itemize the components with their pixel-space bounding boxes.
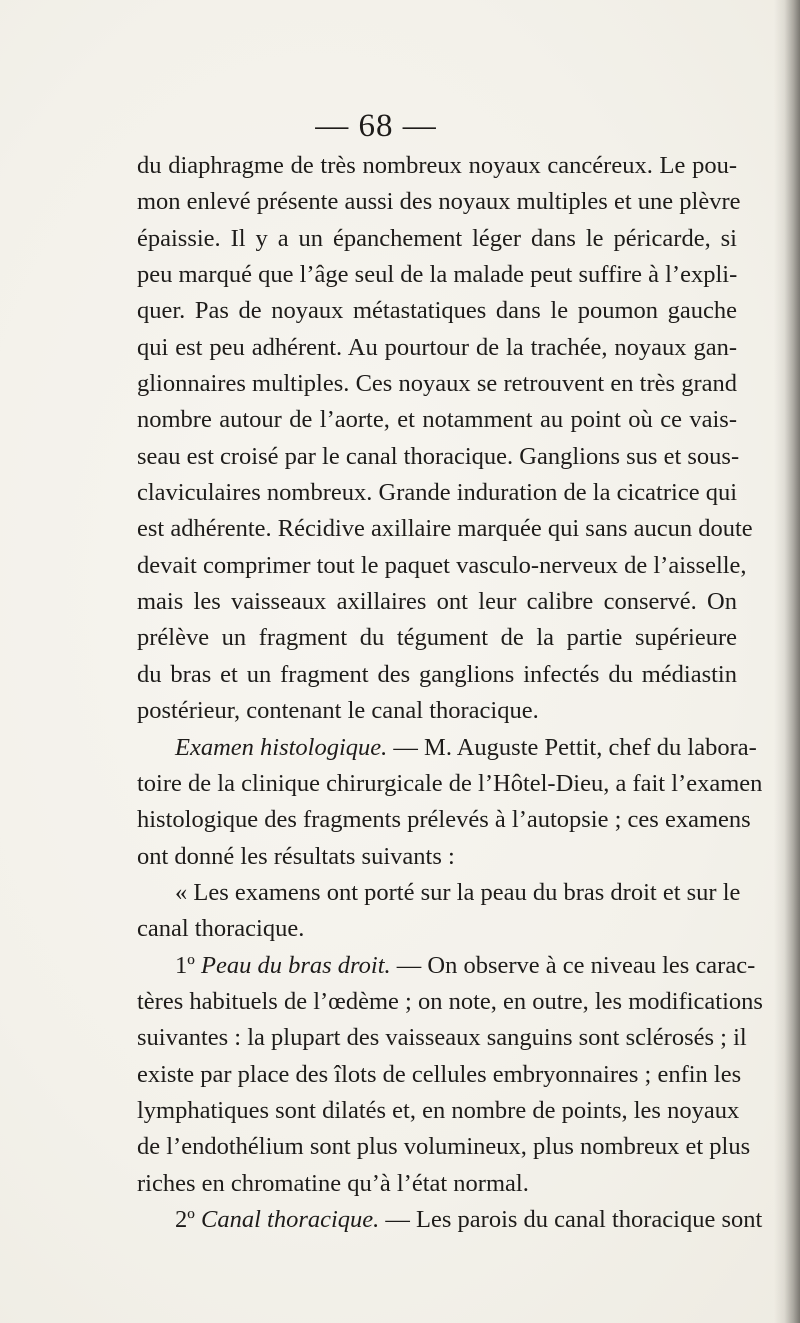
text-line: toire de la clinique chirurgicale de l’Hôtel-Dieu, a fait l’examen [137,769,763,797]
section-heading: Canal thoracique. [200,1205,380,1233]
text-line: riches en chromatine qu’à l’état normal. [137,1169,529,1197]
text-run: — On observe à ce niveau les carac- [390,951,756,979]
text-line: ont donné les résultats suivants : [137,842,455,870]
item-number: 2º [175,1205,195,1233]
text-line: glionnaires multiples. Ces noyaux se retrouvent en très grand [137,370,737,398]
quote-start-line: « Les examens ont porté sur la peau du bras droit et sur le [175,878,741,906]
section-heading: Peau du bras droit. [200,951,391,979]
text-line: est adhérente. Récidive axillaire marquée qui sans aucun doute [137,515,753,543]
text-line: mais les vaisseaux axillaires ont leur calibre conservé. On [137,588,737,616]
text-line: qui est peu adhérent. Au pourtour de la trachée, noyaux gan- [137,333,737,361]
text-line: tères habituels de l’œdème ; on note, en outre, les modifications [137,987,763,1015]
text-line: peu marqué que l’âge seul de la malade peut suffire à l’expli- [137,261,738,289]
text-line: lymphatiques sont dilatés et, en nombre de points, les noyaux [137,1096,740,1124]
text-line: devait comprimer tout le paquet vasculo-nerveux de l’aisselle, [137,551,747,579]
paragraph-peau-du-bras [137,948,756,984]
text-line: épaissie. Il y a un épanchement léger dans le péricarde, si [137,224,737,252]
binding-edge-shadow [774,0,800,1323]
text-line: existe par place des îlots de cellules embryonnaires ; enfin les [137,1060,742,1088]
text-line: du diaphragme de très nombreux noyaux cancéreux. Le pou- [137,152,737,179]
text-run: — Les parois du canal thoracique sont [379,1205,763,1233]
text-line: du bras et un fragment des ganglions infectés du médiastin [137,660,737,688]
text-line: quer. Pas de noyaux métastatiques dans le poumon gauche [137,297,737,325]
text-line: mon enlevé présente aussi des noyaux multiples et une plèvre [137,188,741,216]
text-line: postérieur, contenant le canal thoracique. [137,697,539,725]
item-number: 1º [175,951,195,979]
paragraph-canal-thoracique [137,1202,763,1238]
text-line: claviculaires nombreux. Grande induration de la cicatrice qui [137,479,737,507]
text-line: seau est croisé par le canal thoracique. Ganglions sus et sous- [137,442,740,470]
text-line: de l’endothélium sont plus volumineux, plus nombreux et plus [137,1133,751,1161]
section-heading: Examen histologique. [175,733,388,761]
body-text [137,148,763,1238]
text-line: canal thoracique. [137,915,305,943]
text-line: prélève un fragment du tégument de la partie supérieure [137,624,737,652]
page-number: — 68 — [315,108,437,144]
text-run: — M. Auguste Pettit, chef du labora- [387,733,757,761]
text-line: histologique des fragments prélevés à l’autopsie ; ces examens [137,806,751,834]
paragraph-examen-histologique [137,730,757,766]
text-line: suivantes : la plupart des vaisseaux sanguins sont sclérosés ; il [137,1024,747,1052]
text-line: nombre autour de l’aorte, et notamment au point où ce vais- [137,406,737,434]
